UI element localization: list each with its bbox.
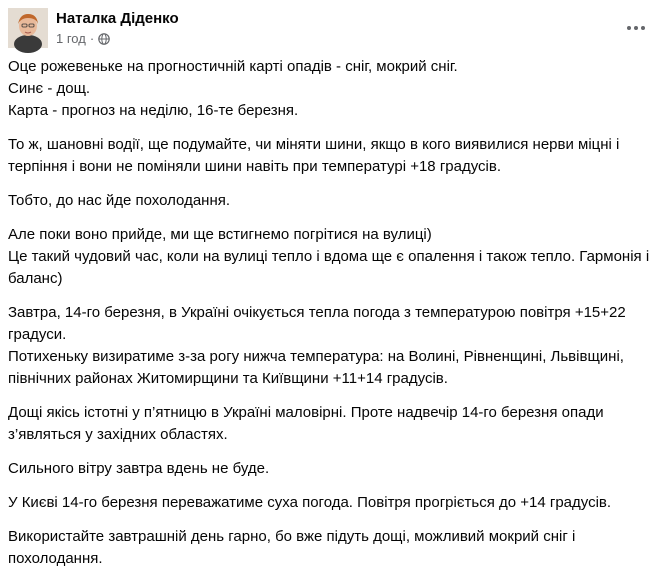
post-text-line: північних районах Житомирщини та Київщини +11+14 градусів.: [8, 370, 448, 387]
post-text-line: Завтра, 14-го березня, в Україні очікується тепла погода з температурою повітря +15+22: [8, 304, 626, 321]
post-text-line: градуси.: [8, 326, 67, 343]
post-text-line: Сильного вітру завтра вдень не буде.: [8, 460, 270, 477]
post-time[interactable]: 1 год: [56, 31, 86, 46]
post-text-line: баланс): [8, 270, 63, 287]
post-text-line: з’являться у західних областях.: [8, 426, 228, 443]
post-paragraph: [8, 190, 658, 212]
post-text-line: Це такий чудовий час, коли на вулиці тепло і вдома ще є опалення і також тепло. Гармонія і: [8, 248, 650, 265]
post-text-line: похолодання.: [8, 550, 103, 567]
post-text-line: Синє - дощ.: [8, 80, 91, 97]
post-text-line: Оце рожевеньке на прогностичній карті опадів - сніг, мокрий сніг.: [8, 58, 458, 75]
post-text-line: Карта - прогноз на неділю, 16-те березня.: [8, 102, 299, 119]
post-text-line: Дощі якісь істотні у п’ятницю в Україні маловірні. Проте надвечір 14-го березня опади: [8, 404, 604, 421]
post-paragraph: [8, 224, 658, 290]
post-paragraph: [8, 134, 658, 178]
post-text-line: У Києві 14-го березня переважатиме суха погода. Повітря прогріється до +14 градусів.: [8, 494, 612, 511]
author-name[interactable]: Наталка Діденко: [56, 10, 179, 27]
post-meta: [56, 31, 110, 46]
avatar-photo: [8, 8, 48, 48]
post-paragraph: [8, 302, 658, 390]
post-paragraph: [8, 526, 658, 570]
post-text-line: Але поки воно прийде, ми ще встигнемо погрітися на вулиці): [8, 226, 432, 243]
avatar[interactable]: [8, 8, 48, 48]
post-text-line: терпіння і вони не поміняли шини навіть при температурі +18 градусів.: [8, 158, 502, 175]
post-paragraph: [8, 402, 658, 446]
globe-icon[interactable]: [98, 33, 110, 45]
post-body: [8, 56, 658, 582]
post-text-line: Використайте завтрашній день гарно, бо вже підуть дощі, можливий мокрий сніг і: [8, 528, 576, 545]
post-paragraph: [8, 492, 658, 514]
meta-separator: ·: [89, 31, 95, 46]
post-text-line: То ж, шановні водії, ще подумайте, чи міняти шини, якщо в кого виявилися нерви міцні і: [8, 136, 620, 153]
post-header: [0, 0, 662, 60]
more-options-icon[interactable]: [620, 12, 652, 44]
post-text-line: Потихеньку визиратиме з-за рогу нижча температура: на Волині, Рівненщині, Львівщині,: [8, 348, 624, 365]
post-paragraph: [8, 458, 658, 480]
post-text-line: Тобто, до нас йде похолодання.: [8, 192, 231, 209]
post-paragraph: [8, 56, 658, 122]
